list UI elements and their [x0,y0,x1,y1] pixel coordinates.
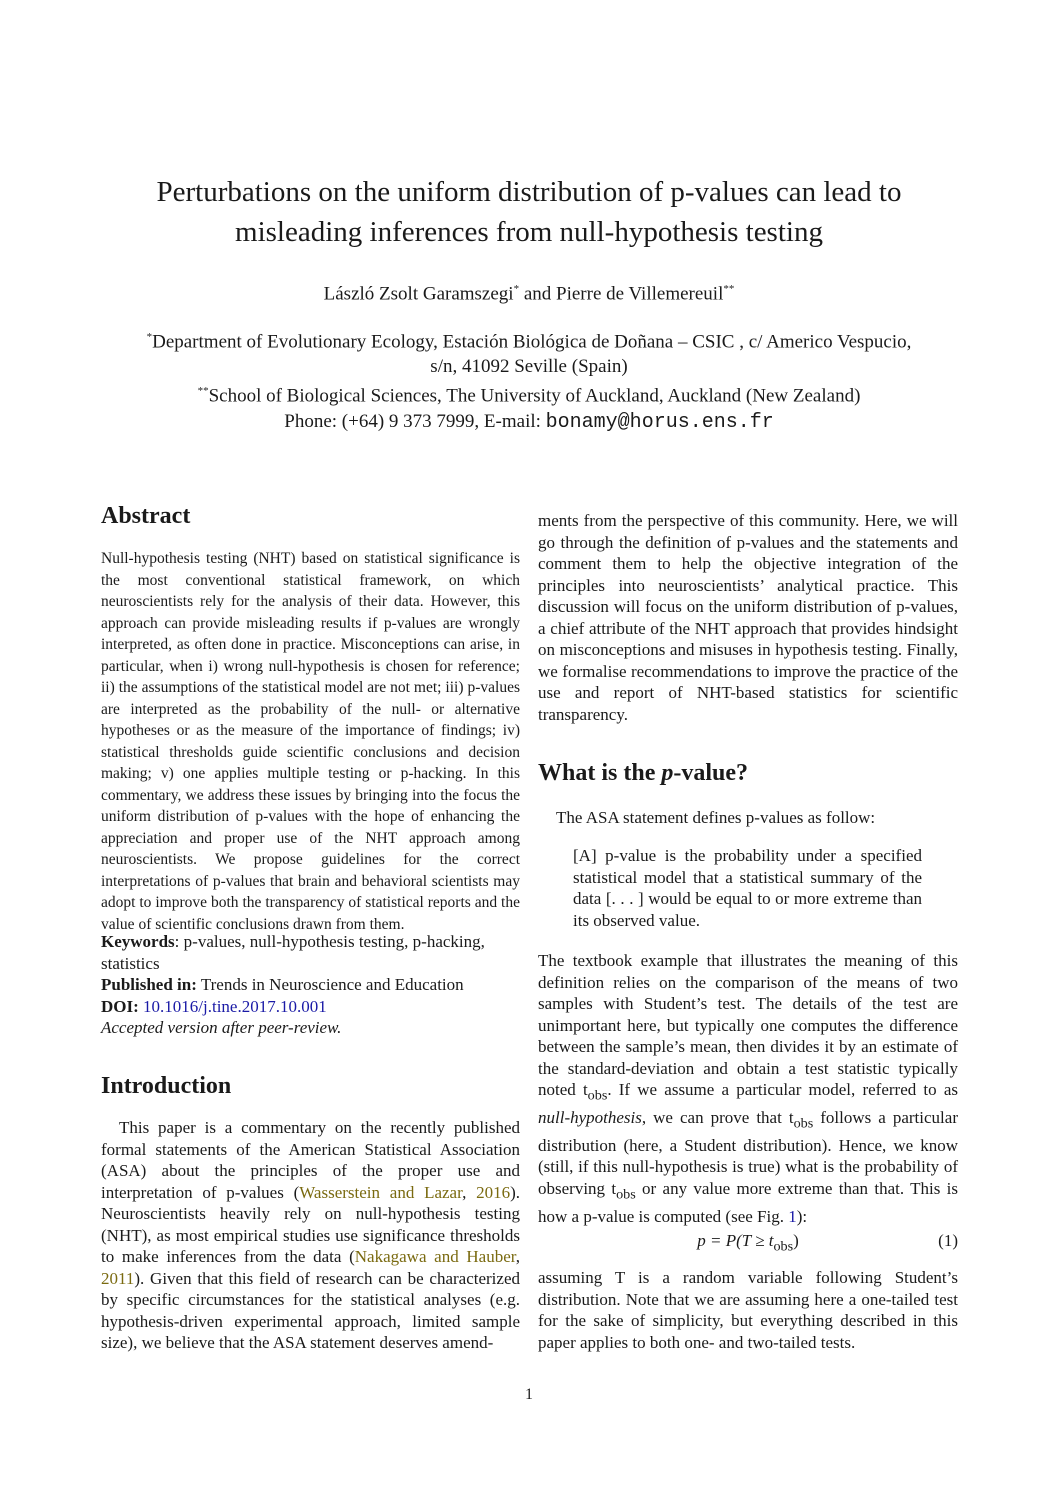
introduction-heading: Introduction [101,1073,232,1099]
intro-text-a: This paper is a commentary on the recently published formal statements of the American Statistical Association (ASA) about the principles of the proper use and interpretation of p-values ( [101,1118,520,1202]
doi-link[interactable]: 10.1016/j.tine.2017.10.001 [143,996,327,1016]
email-address[interactable]: bonamy@horus.ens.fr [545,410,774,434]
student-distribution-paragraph [538,1267,958,1353]
citation-wasserstein-year[interactable]: 2016 [476,1182,511,1202]
tobs-sub-2: obs [793,1115,814,1132]
affiliation-1-line-2: s/n, 41092 Seville (Spain) [430,356,628,378]
contact-line [100,409,958,435]
title-line-2: misleading inferences from null-hypothesis testing [235,216,823,248]
published-line [101,974,520,996]
asa-intro [556,807,958,829]
author-2: Pierre de Villemereuil [556,283,724,305]
example-text-b: . If we assume a particular model, referred to as [607,1080,958,1099]
textbook-example-paragraph [538,950,958,1227]
affiliation-1-mark: * [146,331,153,343]
affiliation-2-text: School of Biological Sciences, The University of Auckland, Auckland (New Zealand) [208,385,861,407]
figure-1-link[interactable]: 1 [788,1206,797,1226]
student-paragraph-text: assuming T is a random variable following Student’s distribution. Note that we are assuming here a one-tailed test for the sake of simplicity, but everything described in this paper applies to both one- and two-tailed tests. [538,1268,958,1352]
published-venue: Trends in Neuroscience and Education [196,975,464,994]
doi-label: DOI: [101,996,139,1016]
citation-nakagawa[interactable]: Nakagawa and Hauber [354,1247,516,1266]
intro-text-c: ). Given that this field of research can be characterized by specific circumstances for the statistical analyses (e.g. hypothesis-driven experimental approach, limited sample size), we believe that the ASA statement deserves amend- [101,1268,520,1352]
affiliation-2-mark: ** [197,385,209,398]
asa-definition-quote [573,845,922,931]
tobs-sub-1: obs [587,1087,608,1104]
author-2-mark: ** [723,283,735,295]
example-text-d: follows a particular distribution (here, a Student distribution). Hence, we know (still, if this null-hypothesis is true) what is the probability of observing t [538,1107,958,1198]
accepted-text: Accepted version after peer-review. [101,1018,342,1037]
equation-number: (1) [938,1231,958,1250]
intro-text-b: ). Neuroscientists heavily rely on null-hypothesis testing (NHT), as most empirical studies use significance thresholds to make inferences from the data ( [101,1182,520,1266]
abstract-heading: Abstract [101,503,191,529]
keywords-line [101,931,520,974]
example-text-c: , we can prove that t [641,1107,794,1127]
example-paragraph [538,950,958,1227]
continuation-text: ments from the perspective of this community. Here, we will go through the definition of p-values and the statements and comment them to help the objective integration of the principles into neuroscientists’ analytical practice. This discussion will focus on the uniform distribution of p-values, a chief attribute of the NHT approach that provides hindsight on misconceptions and misuses in hypothesis testing. Finally, we formalise recommendations to improve the practice of the use and report of NHT-based statistics for scientific transparency. [538,511,958,724]
asa-intro-text: The ASA statement defines p-values as follow: [556,808,876,827]
pvalue-heading-post: -value? [673,760,749,786]
introduction-body [101,1117,520,1354]
equation-1 [538,1231,958,1255]
equation-text: p = P(T ≥ t [697,1231,774,1250]
affiliations [100,325,958,435]
accepted-note [101,1017,520,1039]
abstract-text: Null-hypothesis testing (NHT) based on statistical significance is the most conventional statistical framework, on which neuroscientists rely for the analysis of their data. However, this approach can provide misleading results if p-values are wrongly interpreted, as often done in practice. Misconceptions can arise, in particular, when i) wrong null-hypothesis is chosen for reference; ii) the assumptions of the statistical model are not met; iii) p-values are interpreted as the probability of the null- or alternative hypotheses or as the measure of the importance of findings; iv) statistical thresholds guide scientific conclusions and decision making; v) one applies multiple testing or p-hacking. In this commentary, we address these issues by bringing into the focus the uniform distribution of p-values with the hope of enhancing the appreciation and proper use of the NHT approach among neuroscientists. We propose guidelines for the correct interpretations of p-values that brain and behavioral scientists may adopt to improve both the transparency of statistical reports and the value of scientific conclusions drawn from them. [101,550,520,933]
contact-prefix: Phone: (+64) 9 373 7999, E-mail: [284,410,546,432]
abstract-body [101,548,520,935]
pvalue-heading-pre: What is the [538,760,662,786]
quote-text: [A] p-value is the probability under a specified statistical model that a statistical summary of the data [. . . ] would be equal to or more extreme than its observed value. [573,846,922,930]
doi-line [101,996,520,1018]
pvalue-section-heading [538,760,748,787]
affiliation-1 [100,325,958,354]
citation-1-sep: , [462,1182,477,1202]
citation-2-sep: , [515,1247,520,1266]
tobs-sub-3: obs [616,1186,636,1203]
equation-close: ) [793,1231,799,1250]
abstract-meta [101,931,520,1039]
equation-sub: obs [773,1238,794,1255]
example-text-f: ): [796,1206,808,1226]
keywords-sep: : [174,932,184,951]
intro-continuation [538,510,958,725]
author-list [60,283,998,305]
author-1-mark: * [513,283,520,295]
author-1: László Zsolt Garamszegi [323,283,514,305]
affiliation-2 [100,379,958,408]
paper-title [60,172,998,252]
example-text-e: or any value more extreme than that. This is how a p-value is computed (see Fig. [538,1178,958,1226]
author-and: and [519,283,557,305]
citation-nakagawa-year[interactable]: 2011 [101,1268,135,1288]
published-label: Published in: [101,975,197,994]
keywords-text: p-values, null-hypothesis testing, p-hacking, statistics [101,932,485,973]
introduction-paragraph [101,1117,520,1354]
title-line-1: Perturbations on the uniform distribution of p-values can lead to [156,176,902,208]
citation-wasserstein[interactable]: Wasserstein and Lazar [299,1182,463,1202]
affiliation-1-line-1: Department of Evolutionary Ecology, Estación Biológica de Doñana – CSIC , c/ Americo Vespucio, [152,331,912,353]
keywords-label: Keywords [101,932,175,951]
null-hypothesis-term: null-hypothesis [538,1107,642,1127]
pvalue-heading-italic: p [661,760,674,786]
page-number: 1 [525,1386,533,1403]
example-text-a: The textbook example that illustrates the meaning of this definition relies on the comparison of the means of two samples with Student’s test. The details of the test are unimportant here, but typically one computes the difference between the sample’s mean, then divides it by an estimate of the standard-deviation and obtain a test statistic typically noted t [538,951,958,1099]
